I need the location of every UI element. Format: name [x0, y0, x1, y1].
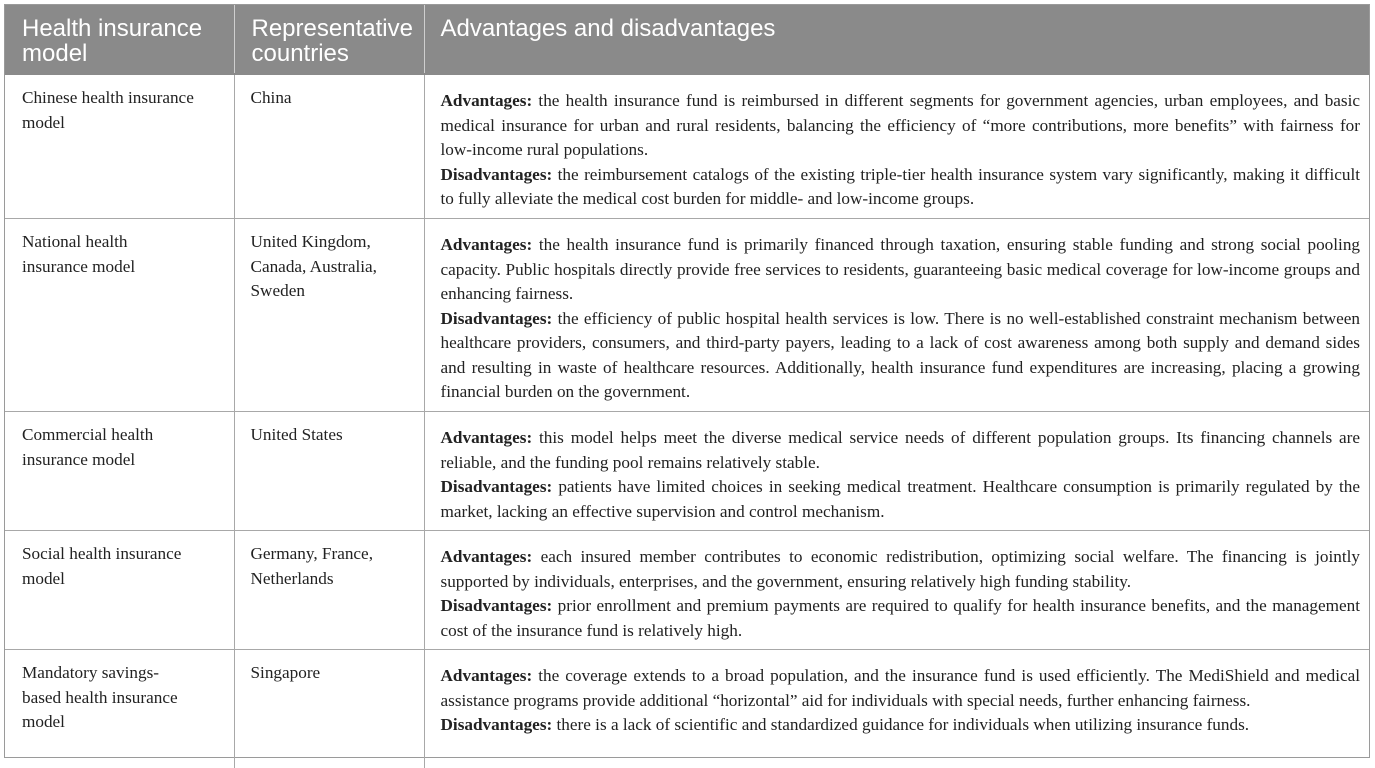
countries-cell: United States — [234, 412, 424, 531]
advantages-label: Advantages: — [441, 235, 533, 254]
table-header — [5, 5, 1369, 74]
pros-cons-cell — [424, 412, 1369, 531]
advantages-label: Advantages: — [441, 547, 533, 566]
pros-cons-cell — [424, 74, 1369, 219]
disadvantages-text: prior enrollment and premium payments are required to qualify for health insurance benefits, and the management cost of the insurance fund is relatively high. — [441, 596, 1361, 640]
pros-cons-cell — [424, 531, 1369, 650]
advantages-text: the health insurance fund is reimbursed in different segments for government agencies, urban employees, and basic medical insurance for urban and rural residents, balancing the efficiency of “more contributions, more benefits” with fairness for low-income rural populations. — [441, 91, 1361, 159]
header-advantages-disadvantages: Advantages and disadvantages — [424, 5, 1369, 74]
disadvantages-label: Disadvantages: — [441, 165, 553, 184]
advantages-text: this model helps meet the diverse medical service needs of different population groups. Its financing channels are reliable, and the funding pool remains relatively stable. — [441, 428, 1361, 472]
advantages-text: the health insurance fund is primarily financed through taxation, ensuring stable funding and strong social pooling capacity. Public hospitals directly provide free services to residents, guaranteeing basic medical coverage for low-income groups and enhancing fairness. — [441, 235, 1361, 303]
countries-cell: Singapore — [234, 650, 424, 768]
model-cell: Chinese health insurance model — [5, 74, 234, 219]
table — [5, 5, 1369, 768]
disadvantages-text: patients have limited choices in seeking medical treatment. Healthcare consumption is primarily regulated by the market, lacking an effective supervision and control mechanism. — [441, 477, 1361, 521]
countries-cell: Germany, France, Netherlands — [234, 531, 424, 650]
disadvantages-paragraph — [441, 163, 1361, 212]
table-row — [5, 412, 1369, 531]
advantages-paragraph — [441, 545, 1361, 594]
table-row — [5, 219, 1369, 412]
disadvantages-label: Disadvantages: — [441, 477, 553, 496]
table-body — [5, 74, 1369, 768]
advantages-paragraph — [441, 233, 1361, 307]
disadvantages-text: the efficiency of public hospital health services is low. There is no well-established constraint mechanism between healthcare providers, consumers, and third-party payers, leading to a lack of cost awareness among both supply and demand sides and resulting in waste of healthcare resources. Additionally, health insurance fund expenditures are increasing, placing a growing financial burden on the government. — [441, 309, 1361, 402]
disadvantages-text: the reimbursement catalogs of the existing triple-tier health insurance system vary significantly, making it difficult to fully alleviate the medical cost burden for middle- and low-income groups. — [441, 165, 1361, 209]
header-row — [5, 5, 1369, 74]
advantages-text: the coverage extends to a broad population, and the insurance fund is used efficiently. The MediShield and medical assistance programs provide additional “horizontal” aid for individuals with special needs, further enhancing fairness. — [441, 666, 1361, 710]
pros-cons-cell — [424, 650, 1369, 768]
disadvantages-label: Disadvantages: — [441, 309, 553, 328]
advantages-text: each insured member contributes to economic redistribution, optimizing social welfare. The financing is jointly supported by individuals, enterprises, and the government, ensuring relatively high funding stability. — [441, 547, 1361, 591]
table-row — [5, 650, 1369, 768]
advantages-paragraph — [441, 89, 1361, 163]
advantages-paragraph — [441, 426, 1361, 475]
countries-cell: United Kingdom, Canada, Australia, Sweden — [234, 219, 424, 412]
header-model: Health insurance model — [5, 5, 234, 74]
disadvantages-paragraph — [441, 713, 1361, 738]
advantages-paragraph — [441, 664, 1361, 713]
countries-cell: China — [234, 74, 424, 219]
disadvantages-paragraph — [441, 475, 1361, 524]
advantages-label: Advantages: — [441, 91, 533, 110]
disadvantages-paragraph — [441, 307, 1361, 405]
advantages-label: Advantages: — [441, 428, 533, 447]
disadvantages-label: Disadvantages: — [441, 715, 553, 734]
disadvantages-label: Disadvantages: — [441, 596, 553, 615]
insurance-model-table — [4, 4, 1370, 758]
table-row — [5, 531, 1369, 650]
header-countries: Representative countries — [234, 5, 424, 74]
model-cell: Commercial health insurance model — [5, 412, 234, 531]
model-cell: Social health insurance model — [5, 531, 234, 650]
advantages-label: Advantages: — [441, 666, 533, 685]
model-cell: Mandatory savings-based health insurance model — [5, 650, 234, 768]
disadvantages-paragraph — [441, 594, 1361, 643]
pros-cons-cell — [424, 219, 1369, 412]
table-row — [5, 74, 1369, 219]
model-cell: National health insurance model — [5, 219, 234, 412]
disadvantages-text: there is a lack of scientific and standardized guidance for individuals when utilizing insurance funds. — [557, 715, 1250, 734]
